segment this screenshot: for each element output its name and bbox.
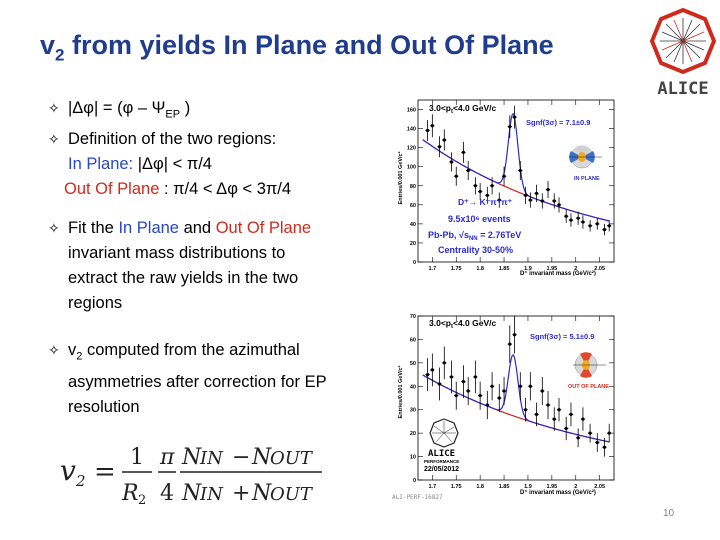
data-marker bbox=[546, 403, 549, 406]
data-point bbox=[546, 181, 550, 198]
data-marker bbox=[498, 396, 501, 399]
bullet-fit-line2: invariant mass distributions to bbox=[68, 244, 286, 263]
x-tick-label: 1.8 bbox=[476, 266, 484, 272]
svg-text:1: 1 bbox=[130, 445, 144, 470]
data-marker bbox=[474, 184, 477, 187]
bullet-fit: ✧ Fit the In Plane and Out Of Plane bbox=[48, 216, 378, 241]
data-marker bbox=[462, 151, 465, 154]
bullet-fit-line3: extract the raw yields in the two bbox=[68, 269, 299, 288]
x-tick-label: 1.8 bbox=[476, 484, 484, 490]
page-number: 10 bbox=[663, 508, 675, 519]
svg-text:IN: IN bbox=[200, 448, 223, 469]
svg-text:OUT OF PLANE: OUT OF PLANE bbox=[568, 384, 609, 390]
svg-text:N: N bbox=[182, 445, 202, 470]
star-bullet-icon: ✧ bbox=[48, 220, 60, 237]
ali-figure-tag: ALI-PERF-16827 bbox=[392, 494, 443, 501]
data-marker bbox=[569, 218, 572, 221]
data-marker bbox=[462, 380, 465, 383]
y-tick-label: 60 bbox=[409, 202, 416, 209]
data-marker bbox=[557, 203, 560, 206]
data-marker bbox=[519, 169, 522, 172]
data-marker bbox=[502, 175, 505, 178]
data-marker bbox=[479, 190, 482, 193]
data-point bbox=[485, 391, 489, 419]
data-point bbox=[502, 377, 506, 405]
svg-text:=: = bbox=[94, 457, 116, 487]
data-marker bbox=[603, 228, 606, 231]
data-point bbox=[442, 130, 446, 151]
data-marker bbox=[581, 417, 584, 420]
data-marker bbox=[565, 427, 568, 430]
decay-label: D⁺→ K⁻π⁺π⁺ bbox=[458, 197, 513, 207]
x-tick-label: 1.7 bbox=[428, 484, 437, 490]
svg-text:2: 2 bbox=[76, 472, 86, 490]
data-marker bbox=[541, 389, 544, 392]
svg-text:ALICE: ALICE bbox=[428, 449, 456, 459]
data-marker bbox=[608, 224, 611, 227]
y-tick-label: 0 bbox=[412, 260, 416, 266]
data-point bbox=[564, 210, 568, 223]
data-point bbox=[437, 368, 441, 401]
y-tick-label: 10 bbox=[409, 454, 416, 461]
data-point bbox=[449, 152, 453, 171]
svg-text:N: N bbox=[182, 481, 202, 506]
svg-text:PERFORMANCE: PERFORMANCE bbox=[424, 459, 460, 464]
data-marker bbox=[553, 417, 556, 420]
svg-text:v: v bbox=[60, 454, 76, 487]
data-point bbox=[528, 372, 532, 400]
y-tick-label: 20 bbox=[409, 240, 416, 247]
data-point bbox=[588, 220, 592, 231]
data-marker bbox=[508, 343, 511, 346]
x-tick-label: 2 bbox=[574, 266, 578, 272]
x-axis-label: D⁺ invariant mass (GeV/c²) bbox=[520, 271, 596, 276]
data-point bbox=[461, 365, 465, 398]
data-point bbox=[425, 120, 429, 141]
x-tick-label: 1.85 bbox=[498, 484, 510, 490]
inplane-pictogram bbox=[569, 146, 602, 182]
data-point bbox=[540, 193, 544, 208]
data-marker bbox=[553, 199, 556, 202]
y-tick-label: 100 bbox=[406, 164, 416, 171]
data-point bbox=[540, 377, 544, 405]
data-marker bbox=[443, 361, 446, 364]
star-bullet-icon: ✧ bbox=[48, 131, 60, 148]
data-marker bbox=[603, 446, 606, 449]
v2-formula bbox=[60, 438, 360, 508]
y-tick-label: 30 bbox=[409, 407, 416, 414]
inplane-definition: In Plane: |Δφ| < π/4 bbox=[68, 155, 212, 174]
data-marker bbox=[581, 220, 584, 223]
data-marker bbox=[443, 138, 446, 141]
bullet-definition: ✧ Definition of the two regions: bbox=[48, 127, 378, 152]
x-tick-label: 1.85 bbox=[498, 266, 510, 272]
y-axis-label: Entries/0.001 GeV/c² bbox=[398, 365, 404, 419]
svg-text:π: π bbox=[160, 445, 175, 470]
svg-text:IN: IN bbox=[200, 484, 223, 505]
star-bullet-icon: ✧ bbox=[48, 100, 60, 116]
data-marker bbox=[455, 175, 458, 178]
data-point bbox=[461, 142, 465, 163]
data-point bbox=[478, 382, 482, 410]
y-tick-label: 50 bbox=[409, 360, 416, 367]
data-point bbox=[442, 346, 446, 379]
svg-text:OUT: OUT bbox=[270, 484, 312, 505]
x-tick-label: 2 bbox=[574, 484, 578, 490]
data-marker bbox=[565, 215, 568, 218]
pt-range-label: $3.0<p_t<4.0$ GeV/c bbox=[429, 103, 497, 115]
svg-text:OUT: OUT bbox=[270, 448, 312, 469]
data-marker bbox=[588, 432, 591, 435]
x-axis-label: D⁺ invariant mass (GeV/c²) bbox=[520, 490, 596, 496]
data-marker bbox=[541, 199, 544, 202]
data-point bbox=[576, 428, 580, 447]
data-marker bbox=[513, 116, 516, 119]
data-point bbox=[581, 215, 585, 228]
data-point bbox=[473, 177, 477, 194]
y-tick-label: 120 bbox=[406, 145, 416, 152]
data-point bbox=[602, 224, 606, 235]
data-point bbox=[490, 372, 494, 400]
data-point bbox=[523, 398, 527, 421]
data-point bbox=[466, 377, 470, 405]
bullet-delta-phi: ✧ $|\Delta\varphi| = (\varphi - \Psi_{EP}$ ) bbox=[48, 96, 378, 127]
data-marker bbox=[519, 385, 522, 388]
x-tick-label: 1.75 bbox=[450, 484, 462, 490]
significance-label: Sgnf(3σ) = 5.1±0.9 bbox=[530, 332, 595, 341]
slide-title: $v_2$ from yields In Plane and Out Of Plane bbox=[40, 30, 554, 65]
outplane-pictogram bbox=[568, 352, 609, 390]
data-marker bbox=[529, 198, 532, 201]
pt-range-label: $3.0<p_t<4.0$ GeV/c bbox=[429, 318, 497, 330]
alice-performance-badge bbox=[424, 419, 459, 473]
data-marker bbox=[535, 413, 538, 416]
svg-text:ALICE: ALICE bbox=[657, 79, 709, 98]
data-point bbox=[564, 417, 568, 440]
data-point bbox=[437, 136, 441, 157]
x-tick-label: 1.7 bbox=[428, 266, 437, 272]
collision-label: Pb-Pb, $√s_{NN} = 2.76TeV$ bbox=[428, 230, 522, 242]
data-point bbox=[607, 424, 611, 443]
data-point bbox=[595, 433, 599, 452]
x-tick-label: 1.95 bbox=[546, 484, 558, 490]
svg-text:4: 4 bbox=[160, 481, 174, 506]
data-point bbox=[552, 407, 556, 430]
data-marker bbox=[455, 394, 458, 397]
x-tick-label: 1.9 bbox=[524, 484, 532, 490]
data-point bbox=[518, 372, 522, 400]
data-point bbox=[546, 391, 550, 419]
y-axis-label: Entries/0.001 GeV/c² bbox=[398, 151, 404, 205]
data-marker bbox=[426, 373, 429, 376]
data-marker bbox=[569, 413, 572, 416]
data-marker bbox=[467, 389, 470, 392]
data-marker bbox=[588, 224, 591, 227]
data-point bbox=[581, 407, 585, 430]
data-point bbox=[425, 358, 429, 391]
svg-text:N: N bbox=[252, 445, 272, 470]
bullet-v2: ✧ $v_2$ computed from the azimuthal bbox=[48, 338, 378, 369]
data-marker bbox=[508, 125, 511, 128]
svg-text:−: − bbox=[232, 445, 251, 470]
data-marker bbox=[546, 188, 549, 191]
svg-text:N: N bbox=[252, 481, 272, 506]
x-tick-label: 1.75 bbox=[450, 266, 462, 272]
data-point bbox=[557, 398, 561, 421]
data-marker bbox=[486, 403, 489, 406]
data-marker bbox=[596, 222, 599, 225]
data-point bbox=[569, 403, 573, 426]
svg-text:+: + bbox=[232, 481, 251, 506]
y-tick-label: 20 bbox=[409, 431, 416, 438]
data-marker bbox=[524, 194, 527, 197]
data-marker bbox=[502, 389, 505, 392]
data-point bbox=[607, 220, 611, 231]
data-marker bbox=[596, 441, 599, 444]
data-point bbox=[595, 218, 599, 229]
data-point bbox=[473, 361, 477, 394]
y-tick-label: 70 bbox=[409, 314, 416, 320]
data-point bbox=[454, 382, 458, 410]
y-tick-label: 80 bbox=[409, 183, 416, 190]
data-point bbox=[569, 213, 573, 226]
svg-text:22/05/2012: 22/05/2012 bbox=[424, 466, 460, 473]
svg-text:R: R bbox=[122, 481, 139, 506]
data-marker bbox=[438, 145, 441, 148]
data-point bbox=[449, 361, 453, 394]
data-marker bbox=[524, 408, 527, 411]
svg-text:2: 2 bbox=[138, 493, 147, 508]
star-bullet-icon: ✧ bbox=[48, 342, 60, 359]
data-point bbox=[588, 424, 592, 443]
data-marker bbox=[479, 394, 482, 397]
data-marker bbox=[577, 217, 580, 220]
data-point bbox=[528, 192, 532, 207]
data-marker bbox=[513, 333, 516, 336]
data-marker bbox=[431, 124, 434, 127]
bullet-fit-line4: regions bbox=[68, 294, 123, 313]
y-tick-label: 160 bbox=[406, 107, 416, 114]
x-tick-label: 2.05 bbox=[594, 484, 606, 490]
svg-text:IN PLANE: IN PLANE bbox=[574, 176, 600, 182]
data-marker bbox=[490, 385, 493, 388]
events-label: 9.5x10⁶ events bbox=[448, 214, 511, 224]
data-point bbox=[430, 114, 434, 137]
outplane-definition: Out Of Plane : π/4 < Δφ < 3π/4 bbox=[64, 180, 292, 199]
significance-label: Sgnf(3σ) = 7.1±0.9 bbox=[526, 118, 591, 127]
bullet-list bbox=[48, 96, 378, 420]
data-marker bbox=[490, 184, 493, 187]
y-tick-label: 0 bbox=[412, 478, 416, 484]
data-point bbox=[497, 384, 501, 412]
y-tick-label: 140 bbox=[406, 126, 416, 133]
data-marker bbox=[529, 385, 532, 388]
outplane-mass-plot bbox=[392, 310, 620, 496]
x-tick-label: 1.95 bbox=[546, 266, 558, 272]
data-marker bbox=[450, 160, 453, 163]
data-point bbox=[557, 197, 561, 212]
data-marker bbox=[431, 368, 434, 371]
data-marker bbox=[557, 408, 560, 411]
data-marker bbox=[535, 192, 538, 195]
data-point bbox=[512, 316, 516, 353]
data-point bbox=[466, 161, 470, 180]
data-point bbox=[502, 167, 506, 186]
y-tick-label: 60 bbox=[409, 337, 416, 344]
data-marker bbox=[577, 436, 580, 439]
data-marker bbox=[426, 129, 429, 132]
y-tick-label: 40 bbox=[409, 221, 416, 228]
inplane-mass-plot bbox=[392, 96, 620, 276]
data-marker bbox=[608, 432, 611, 435]
alice-logo bbox=[650, 8, 716, 98]
y-tick-label: 40 bbox=[409, 384, 416, 391]
x-tick-label: 2.05 bbox=[594, 266, 606, 272]
x-tick-label: 1.9 bbox=[524, 266, 532, 272]
bullet-v2-line2: asymmetries after correction for EP bbox=[68, 372, 327, 391]
data-point bbox=[454, 167, 458, 186]
centrality-label: Centrality 30-50% bbox=[438, 245, 514, 255]
data-marker bbox=[438, 382, 441, 385]
data-marker bbox=[474, 375, 477, 378]
data-marker bbox=[467, 169, 470, 172]
data-marker bbox=[450, 375, 453, 378]
bullet-v2-line3: resolution bbox=[68, 397, 140, 416]
